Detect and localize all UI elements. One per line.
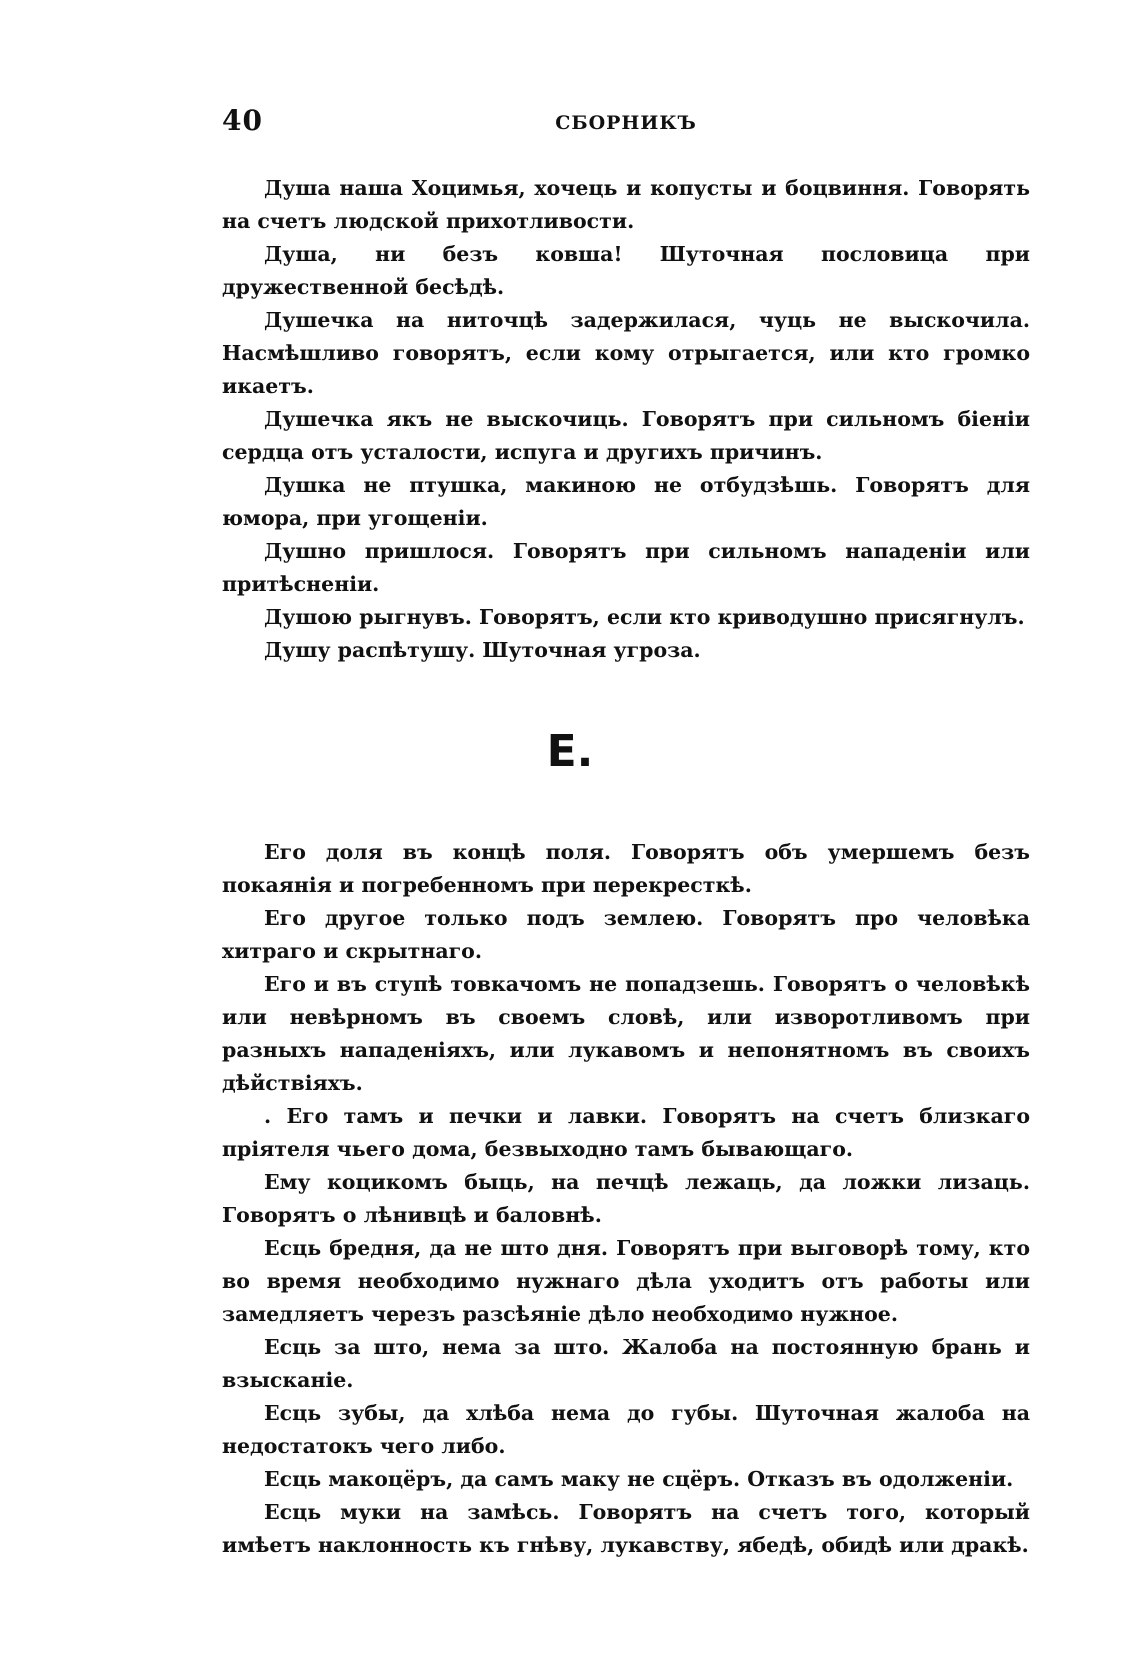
- entry: Есць макоцёръ, да самъ маку не сцёръ. Отказъ въ одолженіи.: [264, 1467, 1014, 1491]
- entry: Душечка якъ не выскочиць. Говорятъ при сильномъ біеніи сердца отъ усталости, испуга и другихъ причинъ.: [222, 407, 1030, 464]
- entry: Душою рыгнувъ. Говорятъ, если кто криводушно присягнулъ.: [264, 605, 1025, 629]
- entry: Его и въ ступѣ товкачомъ не попадзешь. Говорятъ о человѣкѣ или невѣрномъ въ своемъ словѣ, или изворотливомъ при разныхъ нападеніяхъ, или лукавомъ и непонятномъ въ своихъ дѣйствіяхъ.: [222, 972, 1030, 1095]
- entry: Есць зубы, да хлѣба нема до губы. Шуточная жалоба на недостатокъ чего либо.: [222, 1401, 1030, 1458]
- entry: Душа наша Хоцимья, хочець и копусты и боцвиння. Говорять на счетъ людской прихотливости.: [222, 176, 1030, 233]
- entry: Душа, ни безъ ковша! Шуточная пословица при дружественной бесѣдѣ.: [222, 242, 1030, 299]
- entry: Душечка на ниточцѣ задержилася, чуць не выскочила. Насмѣшливо говорятъ, если кому отрыгается, или кто громко икаетъ.: [222, 308, 1030, 398]
- entry: Есць за што, нема за што. Жалоба на постоянную брань и взысканіе.: [222, 1335, 1030, 1392]
- entry: Душно пришлося. Говорятъ при сильномъ нападеніи или притѣсненіи.: [222, 539, 1030, 596]
- entry: Душу распѣтушу. Шуточная угроза.: [264, 638, 701, 662]
- entries-section-e: [222, 836, 1030, 1562]
- entry: Ему коцикомъ быць, на печцѣ лежаць, да ложки лизаць. Говорятъ о лѣнивцѣ и баловнѣ.: [222, 1170, 1030, 1227]
- section-heading-letter: Е.: [546, 726, 594, 777]
- entry: Его другое только подъ землею. Говорятъ про человѣка хитраго и скрытнаго.: [222, 906, 1030, 963]
- entry: Есць муки на замѣсь. Говорятъ на счетъ того, который имѣетъ наклонность къ гнѣву, лукавству, ябедѣ, обидѣ или дракѣ.: [222, 1500, 1030, 1557]
- page-number: 40: [222, 104, 263, 137]
- running-head: [222, 104, 1030, 144]
- entry: Есць бредня, да не што дня. Говорятъ при выговорѣ тому, кто во время необходимо нужнаго дѣла уходитъ отъ работы или замедляетъ черезъ разсѣяніе дѣло необходимо нужное.: [222, 1236, 1030, 1326]
- entry: . Его тамъ и печки и лавки. Говорятъ на счетъ близкаго пріятеля чьего дома, безвыходно тамъ бывающаго.: [222, 1104, 1030, 1161]
- entry: Душка не птушка, макиною не отбудзѣшь. Говорятъ для юмора, при угощеніи.: [222, 473, 1030, 530]
- entries-section-d: [222, 172, 1030, 667]
- running-title: СБОРНИКЪ: [555, 112, 697, 134]
- entry: Его доля въ концѣ поля. Говорятъ объ умершемъ безъ покаянія и погребенномъ при перекресткѣ.: [222, 840, 1030, 897]
